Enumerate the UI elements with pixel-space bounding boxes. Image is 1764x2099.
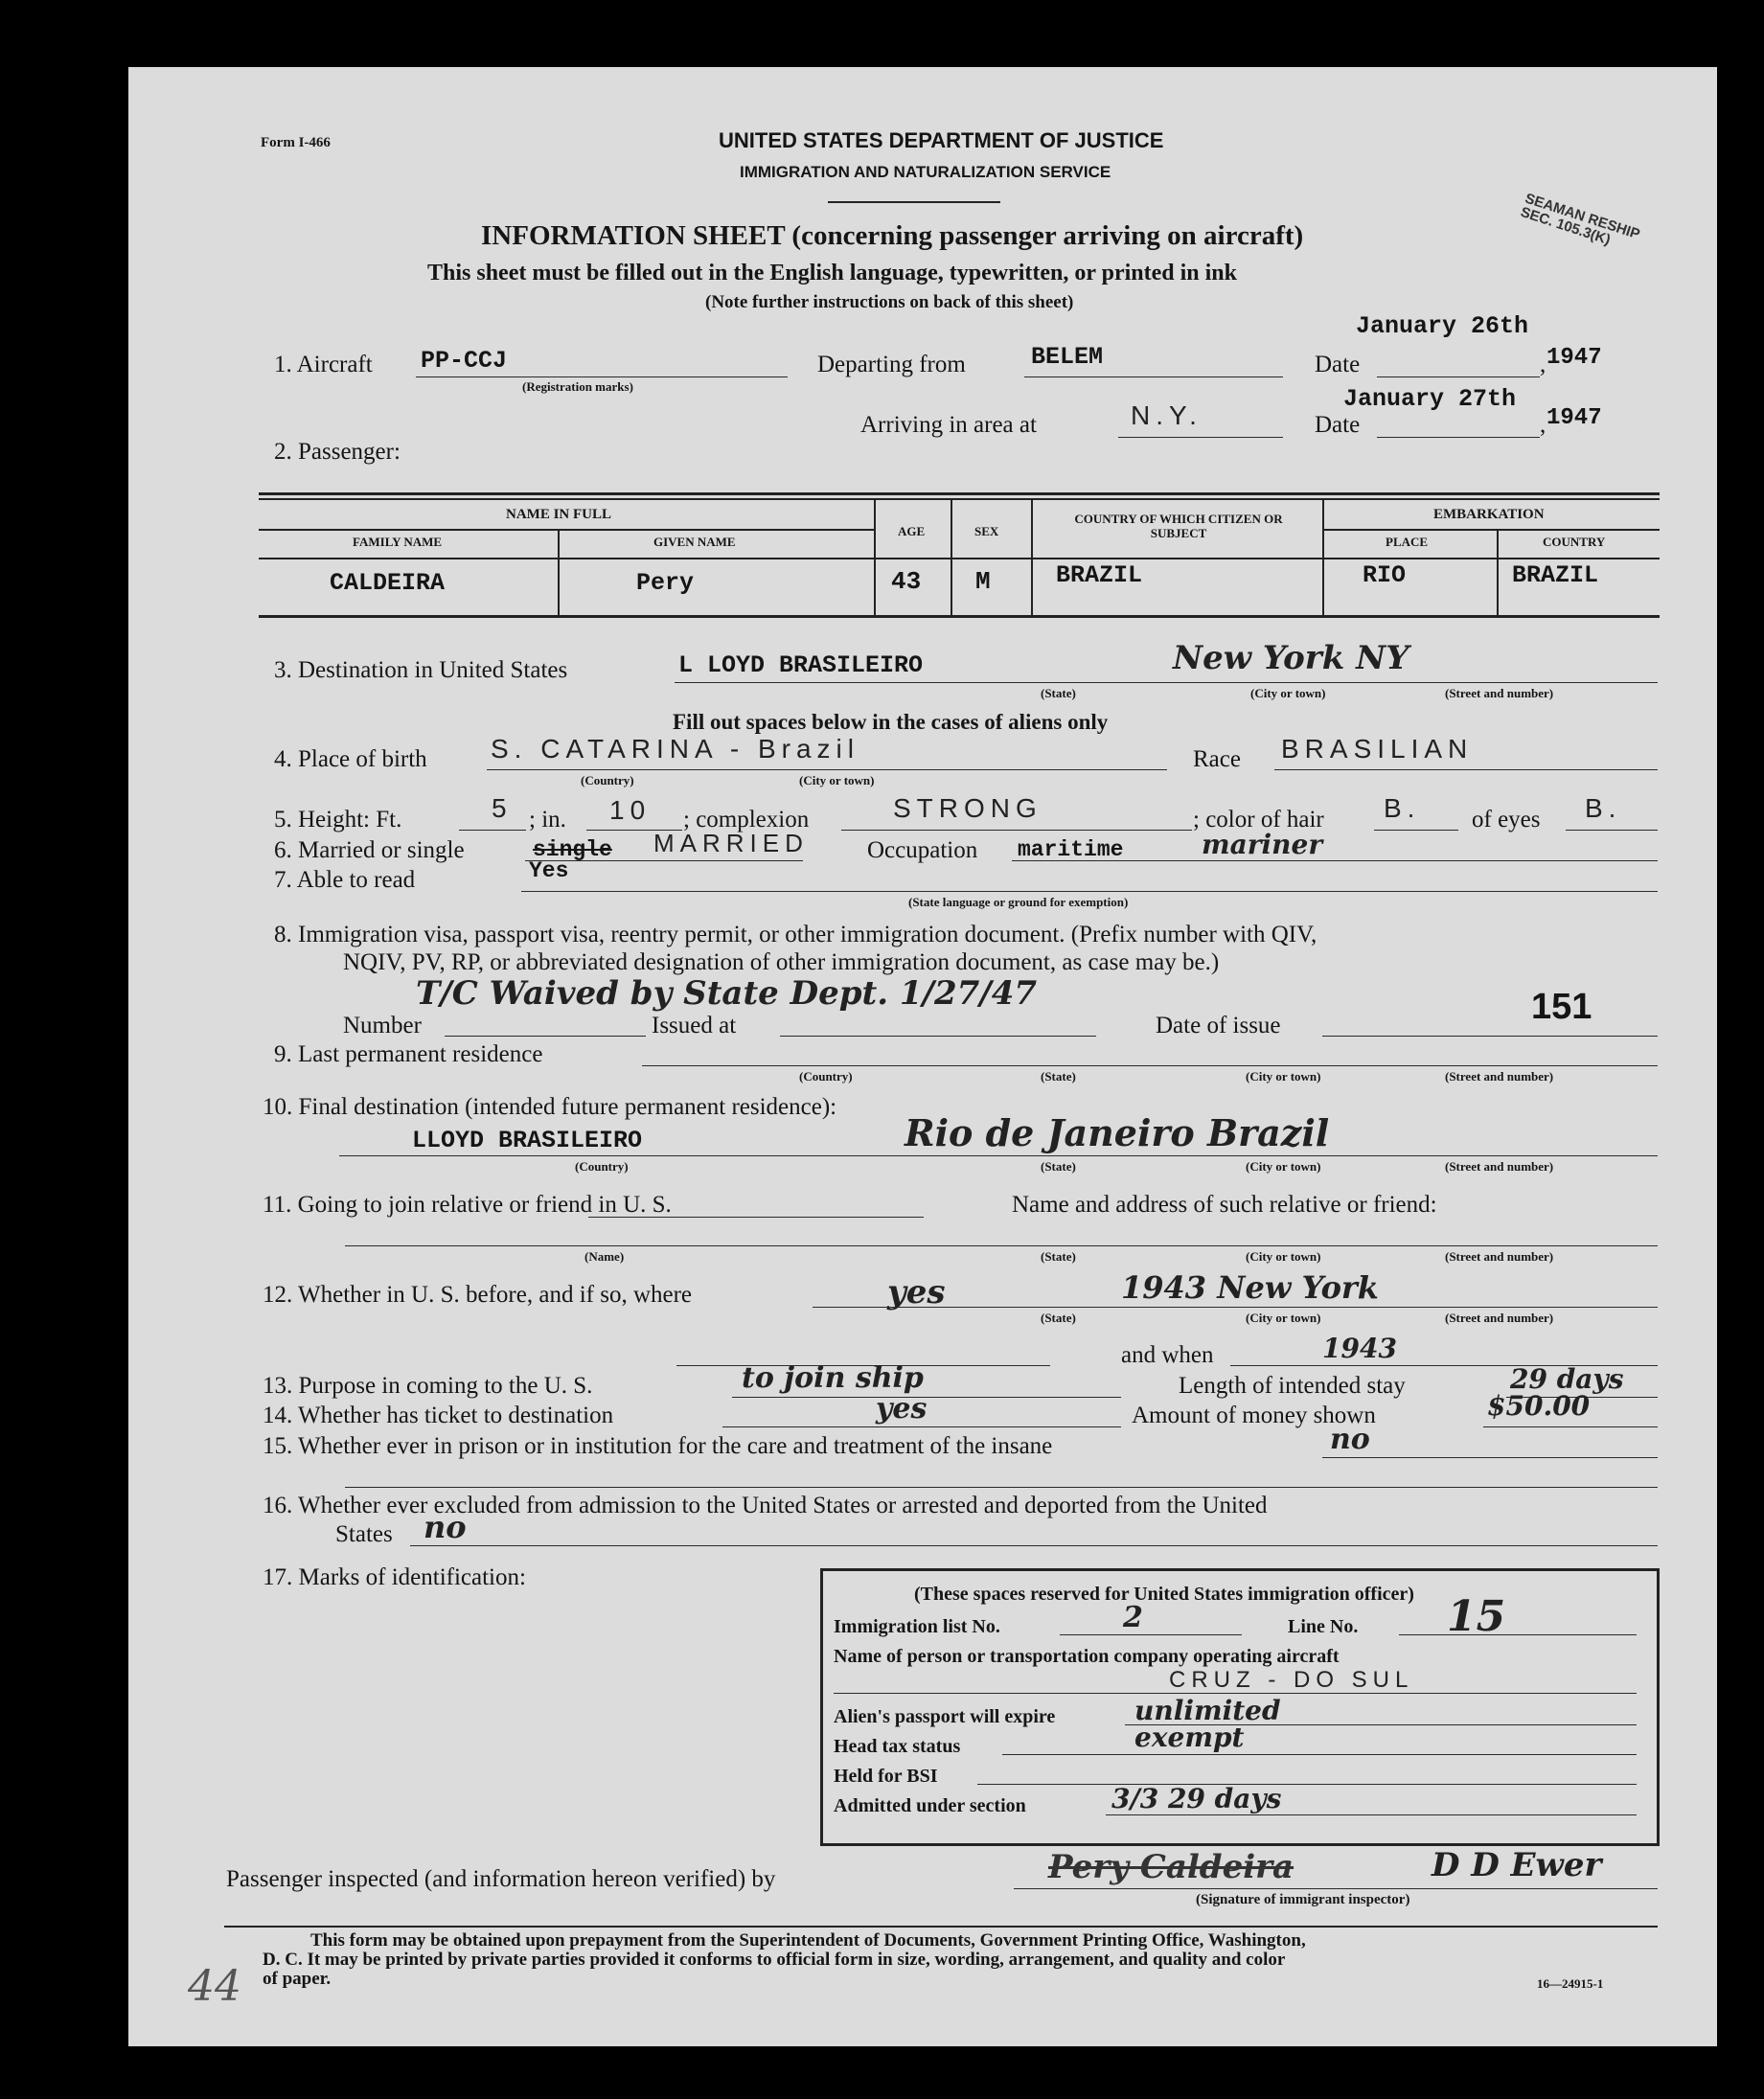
margin-note: 44 [188, 1962, 241, 2011]
held-for-bsi-label: Held for BSI [834, 1766, 938, 1787]
when-label: and when [1121, 1342, 1214, 1368]
date-of-issue-label: Date of issue [1156, 1013, 1281, 1038]
place-header: PLACE [1386, 535, 1429, 549]
inspected-label: Passenger inspected (and information hereon verified) by [226, 1866, 776, 1892]
previous-visit-place: 1943 New York [1121, 1269, 1379, 1306]
race-value[interactable]: BRASILIAN [1281, 734, 1474, 764]
occupation-handwritten: mariner [1202, 829, 1323, 860]
stamp-number: 151 [1531, 987, 1592, 1027]
final-destination-value[interactable]: LLOYD BRASILEIRO [412, 1127, 643, 1154]
departure-date[interactable]: January 26th [1356, 312, 1529, 340]
arrival-date[interactable]: January 27th [1343, 385, 1517, 413]
footer-line1: This form may be obtained upon prepayment from the Superintendent of Documents, Government Printing Office, Washington, [310, 1930, 1306, 1951]
footer-line2: D. C. It may be printed by private parties provided it conforms to official form in size, wording, arrangement, and quality and color [263, 1950, 1286, 1970]
excluded-label: 16. Whether ever excluded from admission to the United States or arrested and deported from the United [263, 1493, 1268, 1518]
occupation-label: Occupation [867, 837, 978, 863]
final-destination-handwritten: Rio de Janeiro Brazil [905, 1111, 1330, 1154]
departing-value[interactable]: BELEM [1031, 343, 1104, 371]
ticket-label: 14. Whether has ticket to destination [263, 1403, 614, 1428]
arriving-label: Arriving in area at [860, 412, 1037, 438]
previous-visit-handwritten: yes [887, 1273, 946, 1312]
footer-line3: of paper. [263, 1969, 332, 1989]
citizen-header: COUNTRY OF WHICH CITIZEN OR SUBJECT [1074, 512, 1283, 540]
birthplace-label: 4. Place of birth [274, 746, 427, 772]
language-caption: (State language or ground for exemption) [908, 895, 1129, 909]
height-ft-label: 5. Height: Ft. [274, 807, 402, 833]
passport-expiry-value: unlimited [1134, 1695, 1281, 1726]
aircraft-label: 1. Aircraft [274, 352, 373, 377]
country-header: COUNTRY [1543, 535, 1606, 549]
form-code: 16—24915-1 [1537, 1976, 1604, 1991]
line-no-label: Line No. [1288, 1616, 1359, 1637]
marital-label: 6. Married or single [274, 837, 465, 863]
inspector-caption: (Signature of immigrant inspector) [1196, 1892, 1410, 1907]
inspector-signature: D D Ewer [1432, 1846, 1602, 1884]
subtitle: This sheet must be filled out in the English language, typewritten, or printed in ink [427, 261, 1237, 285]
sex-header: SEX [974, 524, 999, 538]
issued-at-label: Issued at [652, 1013, 737, 1038]
height-inches[interactable]: 10 [609, 795, 652, 825]
cell-given-name[interactable]: Pery [636, 569, 695, 597]
stay-label: Length of intended stay [1179, 1373, 1406, 1399]
race-label: Race [1193, 746, 1241, 772]
money-label: Amount of money shown [1132, 1403, 1376, 1428]
cell-family-name[interactable]: CALDEIRA [330, 569, 446, 597]
back-note: (Note further instructions on back of this sheet) [705, 292, 1074, 312]
cell-citizen[interactable]: BRAZIL [1056, 561, 1143, 589]
marital-struck: single [533, 837, 612, 862]
relative-label: 11. Going to join relative or friend in U. S. [263, 1192, 672, 1218]
company-label: Name of person or transportation company operating aircraft [834, 1646, 1340, 1667]
passport-expiry-label: Alien's passport will expire [834, 1706, 1056, 1727]
last-residence-label: 9. Last permanent residence [274, 1041, 543, 1067]
aliens-only-note: Fill out spaces below in the cases of aliens only [673, 710, 1109, 734]
destination-label: 3. Destination in United States [274, 657, 568, 683]
prison-label: 15. Whether ever in prison or in institution for the care and treatment of the insane [263, 1433, 1053, 1459]
birthplace-value[interactable]: S. CATARINA - Brazil [491, 734, 860, 764]
arrival-date-label: Date [1315, 412, 1361, 438]
arriving-value[interactable]: N.Y. [1131, 400, 1203, 430]
eyes-value[interactable]: B. [1585, 793, 1622, 823]
form-sheet: Form I-466 UNITED STATES DEPARTMENT OF JUSTICE IMMIGRATION AND NATURALIZATION SERVICE SEAMAN RESHIP SEC. 105.3(K) INFORMATION SHEET (concerning passenger arriving on aircraft) This sheet must be filled out in the English language, typewritten, or printed in ink (Note further instructions on back of this sheet) 1. Aircraft PP-CCJ (Registration marks) Departing from BELEM Date January 26th , 1947 Arriving in area at N.Y. Date January 27th , 1947 2. Passenger: NAME IN FULL FAMILY NAME GIVEN NAME AGE SEX COUNTRY OF WHICH CITIZEN OR SUBJECT EMBARKATION PLACE COUNTRY CALDEIRA Pery 43 M BRAZIL RIO BRAZIL 3. Destination in United States L LOYD BRASILEIRO New York NY (State) (City or town) (Street and number) Fill out spaces below in the cases of aliens only 4. Place of birth S. CATARINA - Brazil (Country) (City or town) Race BRASILIAN 5. Height: Ft. 5 ; in. 10 ; complexion STRONG ; color of hair B. of eyes B. 6. Married or single single MARRIED Occupation maritime mariner 7. Able to read Yes (State language or ground for exemption) 8. Immigration visa, passport visa, reentry permit, or other immigration document. (Prefix number with QIV, NQIV, PV, RP, or abbreviated designation of other immigration document, as case may be.) T/C Waived by State Dept. 1/27/47 Number Issued at Date of issue 151 9. Last permanent residence (Country) (State) (City or town) (Street and number) 10. Final destination (intended future permanent residence): LLOYD BRASILEIRO Rio de Janeiro Brazil (Country) (State) (City or town) (Street and number) 11. Going to join relative or friend in U. S. Name and address of such relative or friend: (Name) (State) (City or town) (Street and number) 12. Whether in U. S. before, and if so, where yes 1943 New York (State) (City or town) (Street and number) and when 1943 13. Purpose in coming to the U. S. to join ship Length of intended stay 29 days 14. Whether has ticket to destination yes Amount of money shown $50.00 15. Whether ever in prison or in institution for the care and treatment of the insane no 16. Whether ever excluded from admission to the United States or arrested and deported from the United States no 17. Marks of identification: (These spaces reserved for United States immigration officer) Immigration list No. 2 Line No. 15 Name of person or transportation company operating aircraft CRUZ - DO SUL Alien's passport will expire unlimited Head tax status exempt Held for BSI Admitted under section 3/3 29 days Passenger inspected (and information hereon verified) by Pery Caldeira D D Ewer (Signature of immigrant inspector) This form may be obtained upon prepayment from the Superintendent of Documents, Government Printing Office, Washington, D. C. It may be printed by private parties provided it conforms to official form in size, wording, arrangement, and quality and color of paper. 16—24915-1 44 [128, 67, 1717, 2046]
officer-box-heading: (These spaces reserved for United States immigration officer) [914, 1584, 1414, 1605]
service-heading: IMMIGRATION AND NATURALIZATION SERVICE [740, 163, 1111, 181]
agency-heading: UNITED STATES DEPARTMENT OF JUSTICE [719, 128, 1164, 152]
occupation-value[interactable]: maritime [1018, 837, 1124, 862]
destination-value[interactable]: L LOYD BRASILEIRO [678, 651, 924, 679]
destination-handwritten: New York NY [1173, 639, 1409, 677]
company-value: CRUZ - DO SUL [1169, 1667, 1414, 1693]
departure-date-label: Date [1315, 352, 1361, 377]
given-name-header: GIVEN NAME [653, 535, 736, 549]
head-tax-label: Head tax status [834, 1736, 961, 1757]
marital-value[interactable]: MARRIED [653, 829, 809, 857]
previous-visit-label: 12. Whether in U. S. before, and if so, where [263, 1282, 693, 1308]
complexion-label: ; complexion [683, 807, 810, 833]
money-value: $50.00 [1487, 1390, 1591, 1422]
head-tax-value: exempt [1134, 1722, 1245, 1753]
list-no-value: 2 [1123, 1601, 1143, 1634]
excluded-label-line2: States [335, 1521, 393, 1547]
height-in-label: ; in. [529, 807, 566, 833]
final-destination-label: 10. Final destination (intended future permanent residence): [263, 1094, 837, 1120]
arrival-year[interactable]: 1947 [1546, 405, 1602, 431]
number-label: Number [343, 1013, 422, 1038]
hair-label: ; color of hair [1193, 807, 1324, 833]
seaman-stamp: SEAMAN RESHIP SEC. 105.3(K) [1518, 190, 1642, 249]
prison-value: no [1330, 1423, 1370, 1456]
stay-value: 29 days [1510, 1363, 1624, 1395]
departure-year[interactable]: 1947 [1546, 345, 1602, 371]
title: INFORMATION SHEET (concerning passenger arriving on aircraft) [481, 220, 1304, 251]
cell-age[interactable]: 43 [891, 567, 922, 596]
departing-label: Departing from [817, 352, 966, 377]
age-header: AGE [898, 524, 926, 538]
aircraft-value[interactable]: PP-CCJ [421, 347, 508, 375]
family-name-header: FAMILY NAME [353, 535, 443, 549]
cell-sex[interactable]: M [975, 567, 991, 596]
admitted-section-value: 3/3 29 days [1111, 1783, 1282, 1814]
list-no-label: Immigration list No. [834, 1616, 1000, 1637]
document-label-line2: NQIV, PV, RP, or abbreviated designation of other immigration document, as case may be.) [343, 949, 1220, 975]
registration-caption: (Registration marks) [522, 379, 633, 394]
name-in-full-header: NAME IN FULL [506, 507, 612, 522]
when-value: 1943 [1322, 1333, 1397, 1364]
eyes-label: of eyes [1472, 807, 1541, 833]
document-label-line1: 8. Immigration visa, passport visa, reentry permit, or other immigration document. (Prefix number with QIV, [274, 922, 1317, 947]
admitted-section-label: Admitted under section [834, 1795, 1026, 1816]
ticket-value: yes [876, 1392, 928, 1426]
line-no-value: 15 [1447, 1592, 1506, 1641]
excluded-value: no [424, 1509, 467, 1545]
header-rule [828, 201, 1000, 203]
purpose-label: 13. Purpose in coming to the U. S. [263, 1373, 593, 1399]
purpose-value: to join ship [742, 1361, 924, 1395]
able-to-read-value[interactable]: Yes [529, 858, 569, 883]
height-feet[interactable]: 5 [492, 793, 513, 823]
embarkation-header: EMBARKATION [1433, 507, 1545, 522]
able-to-read-label: 7. Able to read [274, 867, 416, 893]
identification-marks-label: 17. Marks of identification: [263, 1564, 526, 1590]
document-handwritten: T/C Waived by State Dept. 1/27/47 [416, 974, 1038, 1013]
struck-signature: Pery Caldeira [1048, 1848, 1294, 1886]
hair-value[interactable]: B. [1384, 793, 1421, 823]
complexion-value[interactable]: STRONG [893, 793, 1042, 823]
form-number: Form I-466 [261, 135, 331, 150]
relative-address-label: Name and address of such relative or friend: [1012, 1192, 1437, 1218]
passenger-label: 2. Passenger: [274, 439, 401, 465]
cell-embark-place[interactable]: RIO [1363, 561, 1407, 589]
cell-embark-country[interactable]: BRAZIL [1512, 561, 1599, 589]
